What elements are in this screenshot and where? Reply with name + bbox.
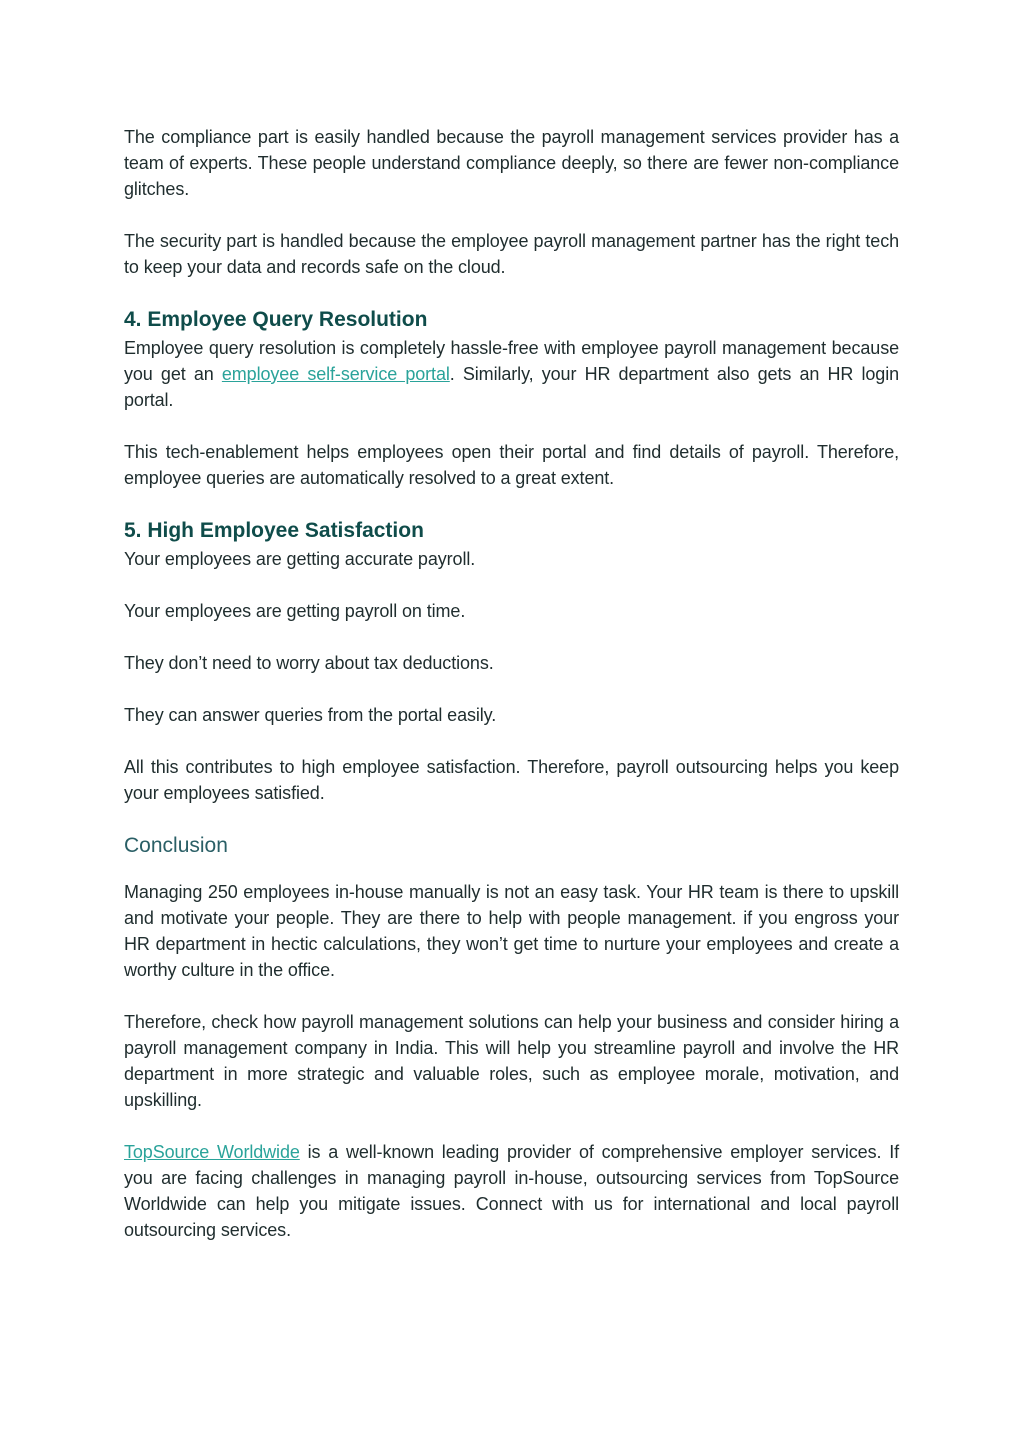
paragraph-tax-deductions: They don’t need to worry about tax deductions.	[124, 653, 494, 673]
paragraph-text: . Similarly, your HR department also gets an HR login portal.	[124, 364, 900, 410]
spacer	[124, 572, 899, 598]
paragraph-satisfaction: All this contributes to high employee satisfaction. Therefore, payroll outsourcing helps you keep your employees satisfied.	[124, 757, 899, 803]
spacer	[124, 728, 899, 754]
paragraph-security: The security part is handled because the employee payroll management partner has the right tech to keep your data and records safe on the cloud.	[124, 231, 899, 277]
heading-employee-query-resolution: 4. Employee Query Resolution	[124, 308, 428, 331]
paragraph-portal-queries: They can answer queries from the portal easily.	[124, 705, 497, 725]
spacer	[124, 624, 899, 650]
employee-self-service-portal-link[interactable]: employee self-service portal	[221, 364, 450, 384]
paragraph-text: Employee query resolution is completely hassle-free with employee payroll management because you get an	[124, 338, 899, 384]
spacer	[124, 861, 899, 879]
paragraph-managing-employees: Managing 250 employees in-house manually is not an easy task. Your HR team is there to upskill and motivate your people. They are there to help with people management. if you engross your HR department in hectic calculations, they won’t get time to nurture your employees and create a worthy culture in the office.	[124, 882, 899, 980]
topsource-worldwide-link[interactable]: TopSource Worldwide	[124, 1142, 300, 1162]
paragraph-payroll-on-time: Your employees are getting payroll on time.	[124, 601, 466, 621]
paragraph-compliance: The compliance part is easily handled because the payroll management services provider has a team of experts. These people understand compliance deeply, so there are fewer non-compliance glitches.	[124, 127, 899, 199]
spacer	[124, 1113, 899, 1139]
spacer	[124, 676, 899, 702]
heading-high-employee-satisfaction: 5. High Employee Satisfaction	[124, 519, 424, 542]
spacer	[124, 491, 899, 516]
document-page	[124, 124, 899, 1243]
spacer	[124, 806, 899, 831]
spacer	[124, 202, 899, 228]
heading-conclusion: Conclusion	[124, 834, 228, 857]
spacer	[124, 280, 899, 305]
paragraph-query-resolution	[124, 335, 899, 413]
paragraph-text: is a well-known leading provider of comprehensive employer services. If you are facing challenges in managing payroll in-house, outsourcing services from TopSource Worldwide can help you mitigate issues. Connect with us for international and local payroll outsourcing services.	[124, 1142, 900, 1240]
spacer	[124, 413, 899, 439]
paragraph-accurate-payroll: Your employees are getting accurate payroll.	[124, 549, 476, 569]
spacer	[124, 983, 899, 1009]
paragraph-therefore: Therefore, check how payroll management solutions can help your business and consider hiring a payroll management company in India. This will help you streamline payroll and involve the HR department in more strategic and valuable roles, such as employee morale, motivation, and upskilling.	[124, 1012, 899, 1110]
paragraph-tech-enablement: This tech-enablement helps employees open their portal and find details of payroll. Therefore, employee queries are automatically resolved to a great extent.	[124, 442, 899, 488]
paragraph-topsource	[124, 1139, 899, 1243]
